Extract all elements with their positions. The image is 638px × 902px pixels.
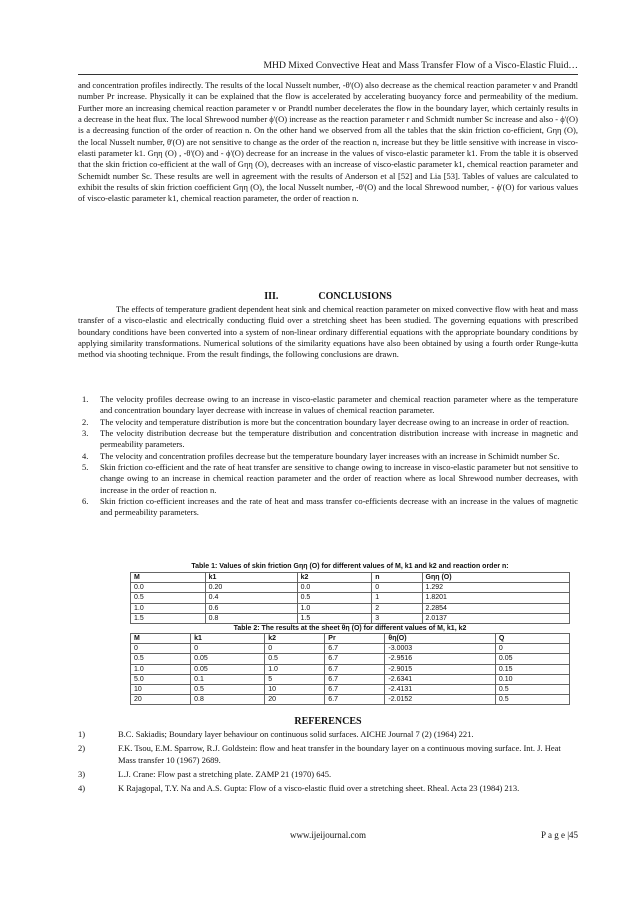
table1 bbox=[130, 572, 570, 624]
running-title: MHD Mixed Convective Heat and Mass Transfer Flow of a Visco-Elastic Fluid… bbox=[263, 60, 578, 71]
table-cell: 0.05 bbox=[191, 654, 265, 664]
conclusion-item bbox=[78, 394, 578, 417]
table-cell: 0.05 bbox=[495, 654, 569, 664]
table-cell: 20 bbox=[131, 695, 191, 705]
table-cell: 0.5 bbox=[191, 685, 265, 695]
conclusion-number: 5. bbox=[82, 462, 89, 473]
table-cell: 0.8 bbox=[205, 613, 297, 623]
table-cell: 1.0 bbox=[131, 664, 191, 674]
conclusion-text: The velocity and temperature distribution is more but the concentration boundary layer decrease owing to an increase in order of reaction. bbox=[100, 416, 569, 427]
table-cell: 0.5 bbox=[495, 685, 569, 695]
table-cell: 1.0 bbox=[297, 603, 372, 613]
table-cell: 0.1 bbox=[191, 674, 265, 684]
conclusion-text: The velocity and concentration profiles decrease but the temperature boundary layer increases with an increase in Schimidt number Sc. bbox=[100, 450, 560, 461]
conclusion-number: 6. bbox=[82, 496, 89, 507]
section-number: III. bbox=[264, 291, 279, 302]
table-cell: 5 bbox=[265, 674, 325, 684]
table-cell: 0 bbox=[265, 644, 325, 654]
table-cell: 6.7 bbox=[325, 664, 385, 674]
table-cell: 0 bbox=[372, 583, 422, 593]
journal-url[interactable]: www.ijeijournal.com bbox=[290, 830, 366, 840]
conclusion-item bbox=[78, 462, 578, 496]
section-heading-conclusions bbox=[78, 291, 578, 302]
conclusion-item bbox=[78, 417, 578, 428]
table-cell: -3.0003 bbox=[385, 644, 495, 654]
table1-header-cell: Gηη (O) bbox=[422, 573, 569, 583]
table-cell: 20 bbox=[265, 695, 325, 705]
table-cell: 0.10 bbox=[495, 674, 569, 684]
table2-header-cell: k1 bbox=[191, 634, 265, 644]
table-cell: 1.5 bbox=[297, 613, 372, 623]
table2-header-cell: Q bbox=[495, 634, 569, 644]
reference-number: 4) bbox=[78, 783, 86, 794]
table-cell: 3 bbox=[372, 613, 422, 623]
table-cell: 0.0 bbox=[131, 583, 206, 593]
table-cell: 1 bbox=[372, 593, 422, 603]
table-cell: 2.0137 bbox=[422, 613, 569, 623]
conclusion-number: 3. bbox=[82, 428, 89, 439]
reference-item bbox=[78, 743, 578, 766]
table-cell: 0.5 bbox=[297, 593, 372, 603]
table-cell: 0.8 bbox=[191, 695, 265, 705]
table-cell: 5.0 bbox=[131, 674, 191, 684]
table-cell: 0.4 bbox=[205, 593, 297, 603]
table1-caption: Table 1: Values of skin friction Gηη (O) for different values of M, k1 and k2 and reaction order n: bbox=[191, 563, 509, 570]
table-cell: 0.5 bbox=[131, 654, 191, 664]
table2 bbox=[130, 633, 570, 705]
table-cell: 0.05 bbox=[191, 664, 265, 674]
table-cell: 6.7 bbox=[325, 674, 385, 684]
table-row bbox=[131, 695, 570, 705]
conclusion-item bbox=[78, 428, 578, 451]
reference-text: F.K. Tsou, E.M. Sparrow, R.J. Goldstein: flow and heat transfer in the boundary layer on a continuous moving surface. Int. J. Heat Mass transfer 10 (1967) 2689. bbox=[118, 743, 561, 765]
table-cell: -2.6341 bbox=[385, 674, 495, 684]
table-row bbox=[131, 674, 570, 684]
table-cell: 10 bbox=[131, 685, 191, 695]
table2-header-cell: θη(O) bbox=[385, 634, 495, 644]
table-cell: 0 bbox=[191, 644, 265, 654]
table-cell: 6.7 bbox=[325, 644, 385, 654]
table1-header-cell: n bbox=[372, 573, 422, 583]
conclusion-number: 2. bbox=[82, 416, 89, 427]
table-cell: 6.7 bbox=[325, 654, 385, 664]
table-cell: 1.8201 bbox=[422, 593, 569, 603]
table-cell: 1.0 bbox=[265, 664, 325, 674]
table-row bbox=[131, 603, 570, 613]
table-row bbox=[131, 613, 570, 623]
table1-header-cell: k1 bbox=[205, 573, 297, 583]
table1-header-cell: k2 bbox=[297, 573, 372, 583]
references-heading: REFERENCES bbox=[294, 716, 362, 727]
table-cell: -2.9015 bbox=[385, 664, 495, 674]
table-cell: 6.7 bbox=[325, 695, 385, 705]
reference-text: K Rajagopal, T.Y. Na and A.S. Gupta: Flow of a visco-elastic fluid over a stretching sheet. Rheal. Acta 23 (1984) 213. bbox=[118, 783, 520, 794]
table-cell: 0.6 bbox=[205, 603, 297, 613]
table-cell: 0.5 bbox=[265, 654, 325, 664]
table-cell: 0.0 bbox=[297, 583, 372, 593]
table-row bbox=[131, 583, 570, 593]
conclusion-number: 4. bbox=[82, 450, 89, 461]
page-number: P a g e |45 bbox=[541, 830, 578, 840]
table-cell: 1.292 bbox=[422, 583, 569, 593]
table-cell: 6.7 bbox=[325, 685, 385, 695]
table2-header-cell: Pr bbox=[325, 634, 385, 644]
conclusion-item bbox=[78, 496, 578, 519]
table-cell: 0 bbox=[495, 644, 569, 654]
conclusions-paragraph: The effects of temperature gradient dependent heat sink and chemical reaction parameter on mixed convective flow with heat and mass transfer of a visco-elastic and electrically conducting fluid over a stretching sheet has been studied. The governing equations with prescribed boundary conditions have been converted into a system of non-linear ordinary differential equations with the appropriate boundary conditions by applying similarity transformations. Numerical solutions of the similarity equations have also been obtained by using a fourth order Runge-kutta method via shooting technique. From the result findings, the following conclusions are drawn. bbox=[78, 304, 578, 360]
conclusions-list bbox=[78, 394, 578, 519]
table-row bbox=[131, 654, 570, 664]
table-cell: 2 bbox=[372, 603, 422, 613]
table1-header-cell: M bbox=[131, 573, 206, 583]
page-footer bbox=[78, 830, 578, 842]
reference-item bbox=[78, 729, 578, 740]
table-cell: 0.5 bbox=[131, 593, 206, 603]
table-cell: 1.0 bbox=[131, 603, 206, 613]
table-cell: -2.0152 bbox=[385, 695, 495, 705]
intro-paragraph: and concentration profiles indirectly. The results of the local Nusselt number, -θ'(O) also decrease as the chemical reaction parameter v and Prandtl number Pr increase. Physically it can be explained that the flow is accelerated by accelerating buoyancy force and permeability of the medium. Further more an increasing chemical reaction parameter v or Prandtl number decelerates the flow in the boundary layer, which certainly results in a decrease in the heat flux. The local Shrewood number ϕ'(O) increase as the reaction parameter r and Schmidt number Sc increase and also - ϕ'(O) is a decreasing function of the order of reaction n. On the other hand we observed from all the tables that the skin friction co-efficient, Gηη (O), the local Nusselt number, θ'(O) are not sensitive to change as the order of the reaction n, increase but they be little sensitive with increase in visco-elasti parameter k1. Gηη (O) , -θ'(O) and - ϕ'(O) decrease for an increase in the values of visco-elastic parameter k1. From the table it is observed that the skin friction co-efficient at the wall of Gηη (O), decreases with an increase of visco-elastic parameter k1, chemical reaction parameter and Schemidt number Sc. These results are well in agreement with the results of Anderson et al [52] and Lia [53]. Tables of values are calculated to exhibit the results of skin friction coefficient Gηη (O), the local Nusselt number, -θ'(O) and the local Shrewood number, - ϕ'(O) for various values of visco-elastic parameter k1, chemical reaction parameter, the order of reaction n. bbox=[78, 80, 578, 204]
table-row bbox=[131, 664, 570, 674]
table2-header-cell: M bbox=[131, 634, 191, 644]
conclusion-text: The velocity distribution decrease but the temperature distribution and concentration distribution increase with increase in magnetic and permeability parameters. bbox=[100, 428, 578, 450]
conclusion-text: Skin friction co-efficient and the rate of heat transfer are sensitive to change owing to increase in visco-elastic parameter but not sensitive to change owing to an increase in chemical reaction parameter and the order of reaction where as local Shrewood number decreases, with increase in the order of reaction n. bbox=[100, 462, 578, 495]
table-cell: 1.5 bbox=[131, 613, 206, 623]
table-cell: 2.2854 bbox=[422, 603, 569, 613]
table-cell: 10 bbox=[265, 685, 325, 695]
reference-item bbox=[78, 783, 578, 794]
table-cell: 0.15 bbox=[495, 664, 569, 674]
reference-text: L.J. Crane: Flow past a stretching plate. ZAMP 21 (1970) 645. bbox=[118, 768, 332, 779]
reference-text: B.C. Sakiadis; Boundary layer behaviour on continuous solid surfaces. AICHE Journal 7 (2) (1964) 221. bbox=[118, 729, 474, 739]
references-list bbox=[78, 729, 578, 797]
reference-number: 2) bbox=[78, 743, 86, 754]
table2-header-cell: k2 bbox=[265, 634, 325, 644]
conclusion-text: The velocity profiles decrease owing to an increase in visco-elastic parameter and chemical reaction parameter where as the temperature and concentration boundary layer decrease with increase in values of chemical reaction parameter. bbox=[100, 394, 578, 416]
table2-caption: Table 2: The results at the sheet θη (O) for different values of M, k1, k2 bbox=[233, 625, 467, 632]
reference-item bbox=[78, 769, 578, 780]
conclusion-text: Skin friction co-efficient increases and the rate of heat and mass transfer co-efficients decrease with an increase in the values of magnetic and permeability parameters. bbox=[100, 496, 578, 518]
table-cell: 0 bbox=[131, 644, 191, 654]
table-row bbox=[131, 685, 570, 695]
conclusion-item bbox=[78, 451, 578, 462]
table-cell: -2.9516 bbox=[385, 654, 495, 664]
table-cell: 0.5 bbox=[495, 695, 569, 705]
table-row bbox=[131, 593, 570, 603]
conclusion-number: 1. bbox=[82, 394, 89, 404]
reference-number: 1) bbox=[78, 729, 86, 739]
section-title: CONCLUSIONS bbox=[318, 291, 392, 302]
table-cell: -2.4131 bbox=[385, 685, 495, 695]
reference-number: 3) bbox=[78, 768, 86, 779]
header-rule bbox=[78, 74, 578, 75]
table-row bbox=[131, 644, 570, 654]
table-cell: 0.20 bbox=[205, 583, 297, 593]
